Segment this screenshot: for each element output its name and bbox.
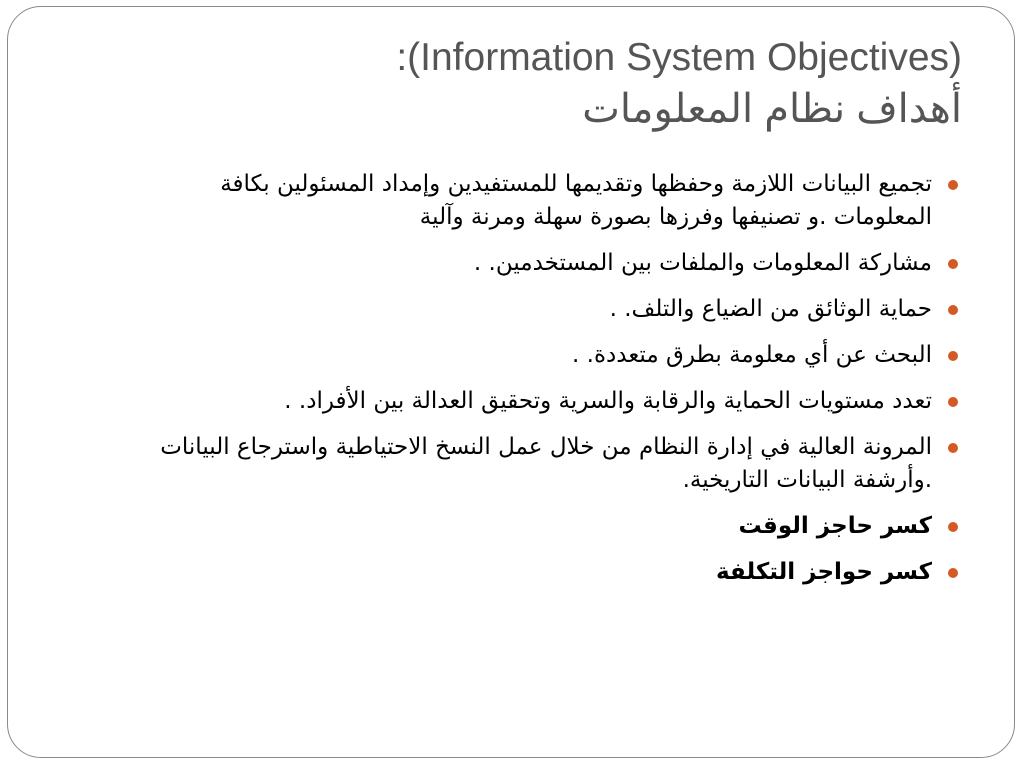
bullet-dot-icon xyxy=(948,443,958,453)
slide-title xyxy=(82,34,962,134)
bullet-dot-icon xyxy=(948,305,958,315)
bullet-text: المرونة العالية في إدارة النظام من خلال عمل النسخ الاحتياطية واسترجاع البيانات .وأرشفة البيانات التاريخية. xyxy=(160,434,932,493)
bullet-item xyxy=(144,168,964,234)
bullet-text: حماية الوثائق من الضياع والتلف. . xyxy=(609,296,932,322)
bullet-dot-icon xyxy=(948,259,958,269)
bullet-item xyxy=(144,385,964,418)
bullet-text: كسر حواجز التكلفة xyxy=(715,559,932,585)
bullet-text: تجميع البيانات اللازمة وحفظها وتقديمها للمستفيدين وإمداد المسئولين بكافة المعلومات .و تصنيفها وفرزها بصورة سهلة ومرنة وآلية xyxy=(220,171,932,230)
bullet-dot-icon xyxy=(948,397,958,407)
bullet-item xyxy=(144,510,964,543)
bullet-item xyxy=(144,556,964,589)
bullet-text: مشاركة المعلومات والملفات بين المستخدمين. . xyxy=(473,250,932,276)
bullet-item xyxy=(144,293,964,326)
bullet-dot-icon xyxy=(948,351,958,361)
bullet-dot-icon xyxy=(948,568,958,578)
bullet-text: تعدد مستويات الحماية والرقابة والسرية وتحقيق العدالة بين الأفراد. . xyxy=(284,388,932,414)
title-english: :(Information System Objectives) xyxy=(396,36,962,79)
bullet-text: كسر حاجز الوقت xyxy=(738,513,932,539)
bullet-text: البحث عن أي معلومة بطرق متعددة. . xyxy=(572,342,932,368)
bullet-dot-icon xyxy=(948,522,958,532)
bullet-item xyxy=(144,431,964,497)
bullet-item xyxy=(144,339,964,372)
title-arabic: أهداف نظام المعلومات xyxy=(582,87,962,131)
bullet-item xyxy=(144,247,964,280)
bullet-list xyxy=(144,168,964,602)
bullet-dot-icon xyxy=(948,180,958,190)
